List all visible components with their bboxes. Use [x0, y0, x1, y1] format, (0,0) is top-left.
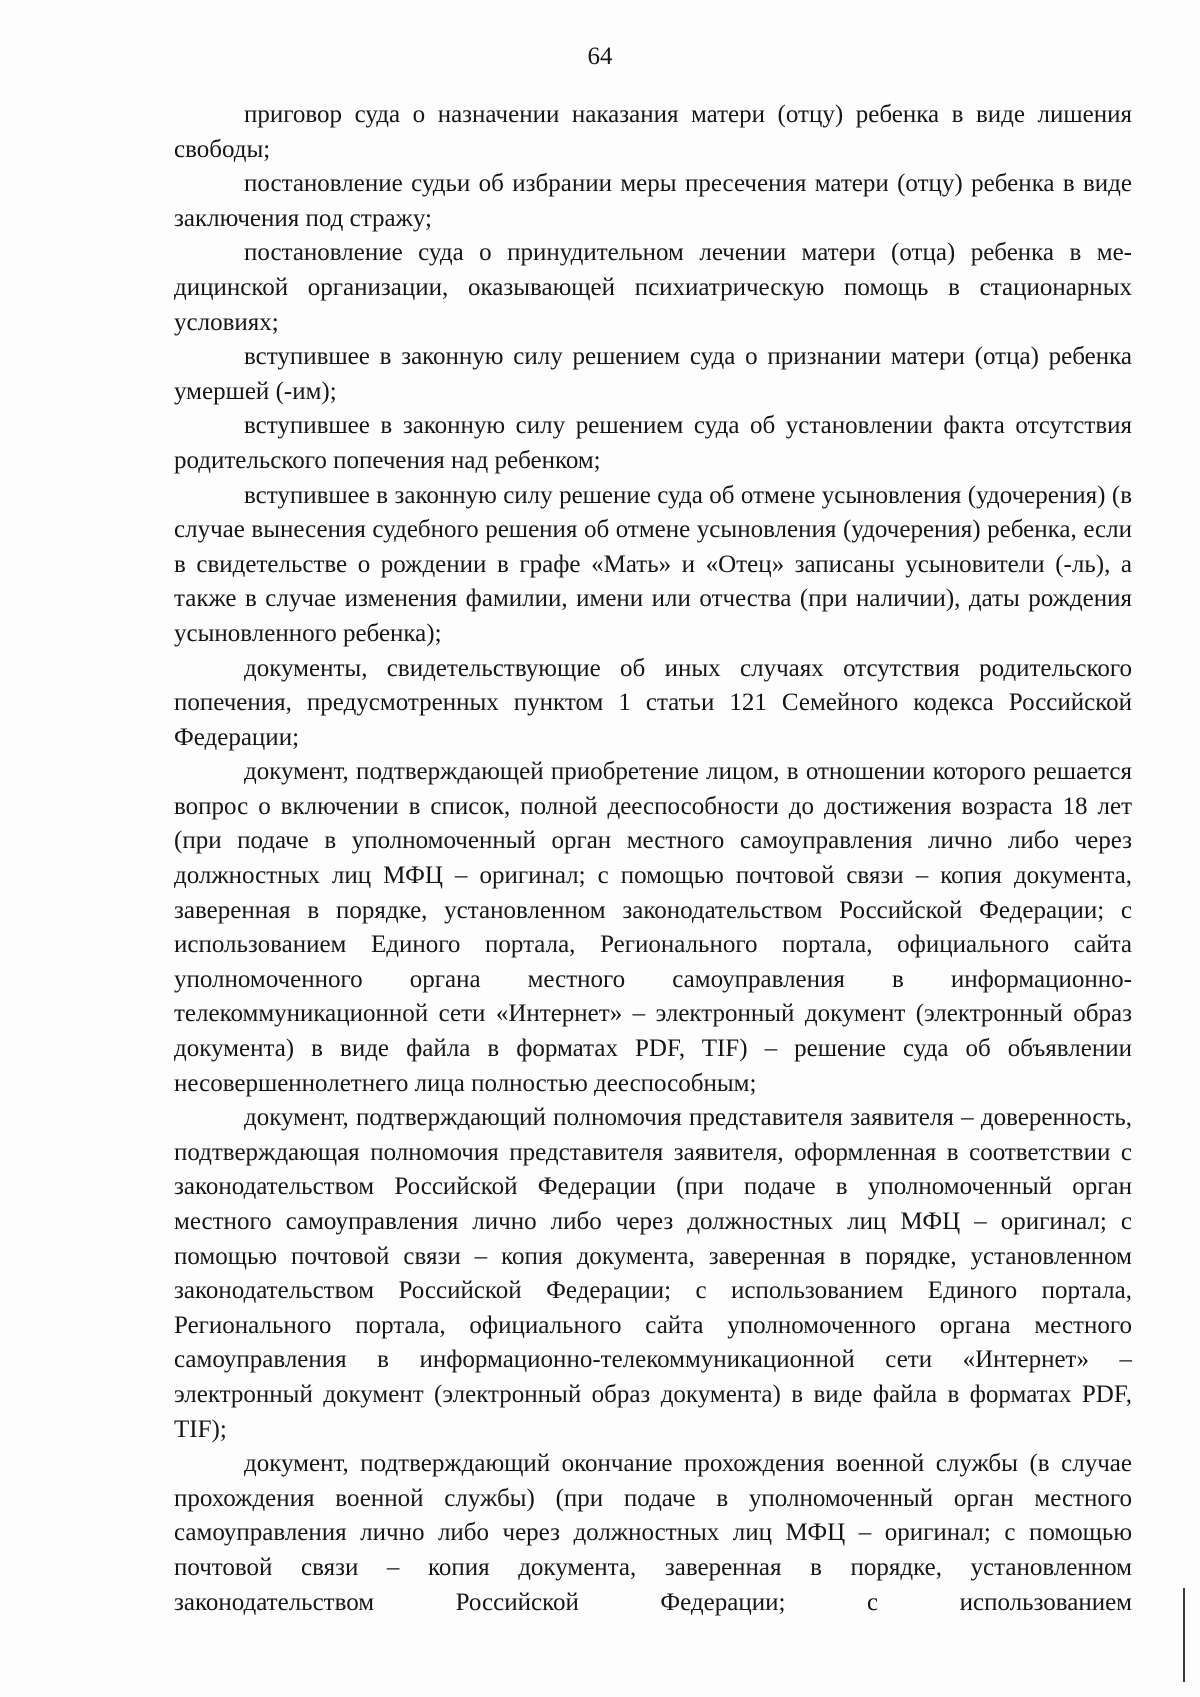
scan-edge-mark	[1183, 1588, 1185, 1682]
paragraph-other-cases: документы, свидетельствующие об иных случаях отсутствия родительского попечения, предусмотренных пунктом 1 статьи 121 Семейного кодекса Российской Федерации;	[174, 654, 1132, 751]
paragraph-full-capacity: документ, подтверждающей приобретение лицом, в отношении которого решается вопрос о включении в список, полной дееспособности до достижения возраста 18 лет (при подаче в уполномоченный орган местного самоуправления лично либо через должностных лиц МФЦ – оригинал; с помощью почтовой связи – копия документа, заверенная в порядке, установленном законодательством Российской Федерации; с использованием Единого портала, Регионального портала, официального сайта уполномоченного органа местного самоуправления в информационно-телекоммуникационной сети «Интернет» – электронный документ (электронный образ документа) в виде файла в форматах PDF, TIF) – решение суда об объявлении несовершеннолетнего лица полностью дееспособным;	[174, 758, 1132, 1097]
document-body	[174, 98, 1132, 1620]
paragraph-military-service: документ, подтверждающий окончание прохождения военной службы (в случае прохождения военной службы) (при подаче в уполномоченный орган местного самоуправления лично либо через должностных лиц МФЦ – оригинал; с помощью почтовой связи – копия документа, заверенная в порядке, установленном законодательством Российской Федерации; с использованием	[174, 1450, 1132, 1616]
paragraph-representative-authority: документ, подтверждающий полномочия представителя заявителя – доверенность, подтверждающая полномочия представителя заявителя, оформленная в соответствии с законодательством Российской Федерации (при подаче в уполномоченный орган местного самоуправления лично либо через должностных лиц МФЦ – оригинал; с помощью почтовой связи – копия документа, заверенная в порядке, установленном законодательством Российской Федерации; с использованием Единого портала, Регионального портала, официального сайта уполномоченного органа местного самоуправления в информационно-телекоммуникационной сети «Интернет» – электронный документ (электронный образ документа) в виде файла в форматах PDF, TIF);	[174, 1104, 1132, 1443]
paragraph-sentence-imprisonment: приговор суда о назначении наказания матери (отцу) ребенка в виде лишения свободы;	[174, 101, 1132, 163]
paragraph-adoption-cancellation: вступившее в законную силу решение суда об отмене усыновления (удочерения) (в случае вынесения судебного решения об отмене усыновления (удочерения) ребенка, если в свидетельстве о рождении в графе «Мать» и «Отец» записаны усыновители (-ль), а также в случае изменения фамилии, имени или отчества (при наличии), даты рождения усыновленного ребенка);	[174, 481, 1132, 647]
paragraph-detention-order: постановление судьи об избрании меры пресечения матери (отцу) ребенка в виде заключения под стражу;	[174, 170, 1132, 232]
paragraph-compulsory-treatment: постановление суда о принудительном лечении матери (отца) ребенка в медицинской организации, оказывающей психиатрическую помощь в стационарных условиях;	[174, 239, 1132, 336]
paragraph-absence-of-care: вступившее в законную силу решением суда об установлении факта отсутствия родительского попечения над ребенком;	[174, 412, 1132, 474]
page-number: 64	[587, 43, 613, 70]
paragraph-declared-deceased: вступившее в законную силу решением суда о признании матери (отца) ребенка умершей (-им);	[174, 343, 1132, 405]
